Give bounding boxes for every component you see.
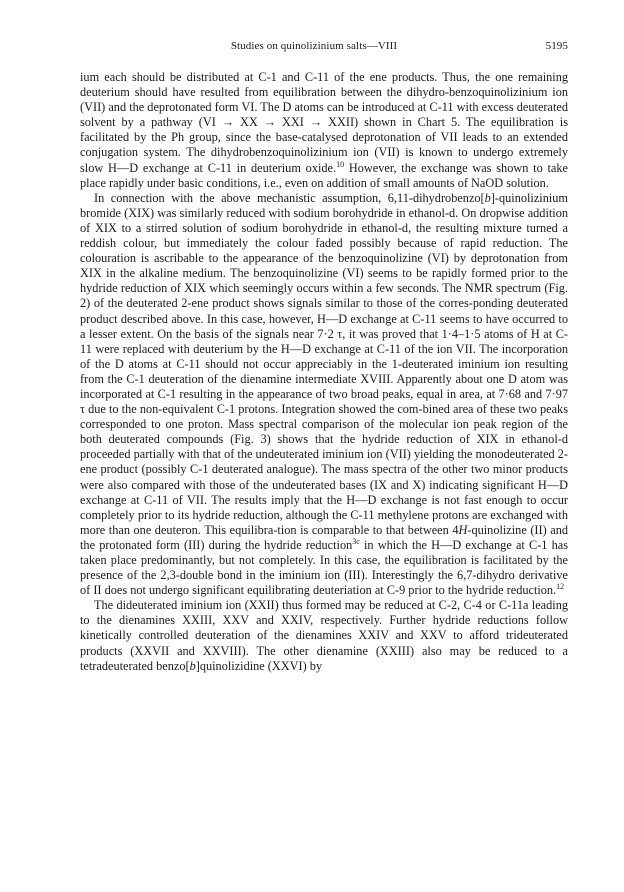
text-run: ]-quinolizinium bromide (XIX) was similarly reduced with sodium borohydride in ethanol-d. On dropwise addition of XIX to a stirred solution of sodium borohydride in ethanol-d, the resulting mixture turned a reddish colour, but immediately the colour faded possibly because of rapid reduction. The colouration is ascribable to the appearance of the benzoquinolizine (VI) by deprotonation from XIX in the alkaline medium. The benzoquinolizine (VI) seems to be rapidly formed prior to the hydride reduction of XIX which seemingly occurs within a few seconds. The NMR spectrum (Fig. 2) of the deuterated 2-ene product shows signals similar to those of the corres-ponding deuterated product described above. In this case, however, H—D exchange at C-11 seems to have occurred to a lesser extent. On the basis of the signals near 7·2 τ, it was proved that 1·4–1·5 atoms of H at C-11 were replaced with deuterium by the H—D exchange at C-11 of the ion VII. The incorporation of the D atoms at C-11 should not occur appreciably in the 1-deuterated iminium ion resulting from the C-1 deuteration of the dienamine intermediate XVIII. Apparently about one D atom was incorporated at C-1 resulting in the appearance of two broad peaks, equal in area, at 7·68 and 7·97 τ due to the non-equivalent C-1 protons. Integration showed the com-bined area of these two peaks corresponded to one proton. Mass spectral comparison of the molecular ion peak region of the both deuterated compounds (Fig. 3) shows that the hydride reduction of XIX in ethanol-d proceeded partially with that of the undeuterated iminium ion (VII) yielding the monodeuterated 2-ene product (possibly C-1 deuterated analogue). The mass spectra of the other two minor products were also compared with those of the undeuterated bases (IX and X) indicating significant H—D exchange at C-11 of VII. The results imply that the H—D exchange is not fast enough to occur completely prior to its hydride reduction, although the C-11 methylene protons are exchanged with more than one deuteron. This equilibra-tion is comparable to that between 4 [80,190,568,537]
text-run: However, the exchange was shown to take place rapidly under basic conditions, i.e., even on addition of small amounts of NaOD solution. [80,160,568,190]
italic-text: b [189,658,196,673]
text-run: in which the H—D exchange at C-1 has taken place predominantly, but not completely. In this case, the equilibration is facilitated by the presence of the 2,3-double bond in the iminium ion (III). Interestingly the 6,7-dihydro derivative of II does not undergo significant equilibrating deuteriation at C-9 prior to the hydride reduction. [80,537,568,598]
text-run: -quinolizine (II) and the protonated form (III) during the hydride reduction [80,522,568,552]
text-run: ]quinolizidine (XXVI) by [195,658,323,673]
italic-text: H [458,522,468,537]
reference-superscript: 12 [556,582,565,592]
text-run: ium each should be distributed at C-1 and C-11 of the ene products. Thus, the one remaining deuterium should have resulted from equilibration between the dihydro-benzoquinolizinium ion (VII) and the deprotonated form VI. The D atoms can be introduced at C-11 with excess deuterated solvent by a pathway (VI → XX → XXI → XXII) shown in Chart 5. The equilibration is facilitated by the Ph group, since the base-catalysed deprotonation of VII leads to an extended conjugation system. The dihydrobenzoquinolizinium ion (VII) is known to undergo extremely slow H—D exchange at C-11 in deuterium oxide. [80,70,568,175]
reference-superscript: 10 [336,159,345,169]
running-title: Studies on quinolizinium salts—VIII [230,40,398,52]
page-header [80,40,568,62]
paragraph [80,598,568,673]
journal-page [80,40,568,674]
paragraph [80,70,568,191]
paragraph [80,191,568,599]
body-text [80,70,568,674]
italic-text: b [484,190,491,205]
reference-superscript: 3c [352,536,360,546]
page-number: 5195 [545,40,568,52]
text-run: The dideuterated iminium ion (XXII) thus formed may be reduced at C-2, C-4 or C-11a leading to the dienamines XXIII, XXV and XXIV, respectively. Further hydride reductions follow kinetically controlled deuteration of the dienamines XXIV and XXV to afford trideuterated products (XXVII and XXVIII). The other dienamine (XXIII) also may be reduced to a tetradeuterated benzo[ [80,598,568,673]
text-run: In connection with the above mechanistic assumption, 6,11-dihydrobenzo[ [94,190,485,205]
